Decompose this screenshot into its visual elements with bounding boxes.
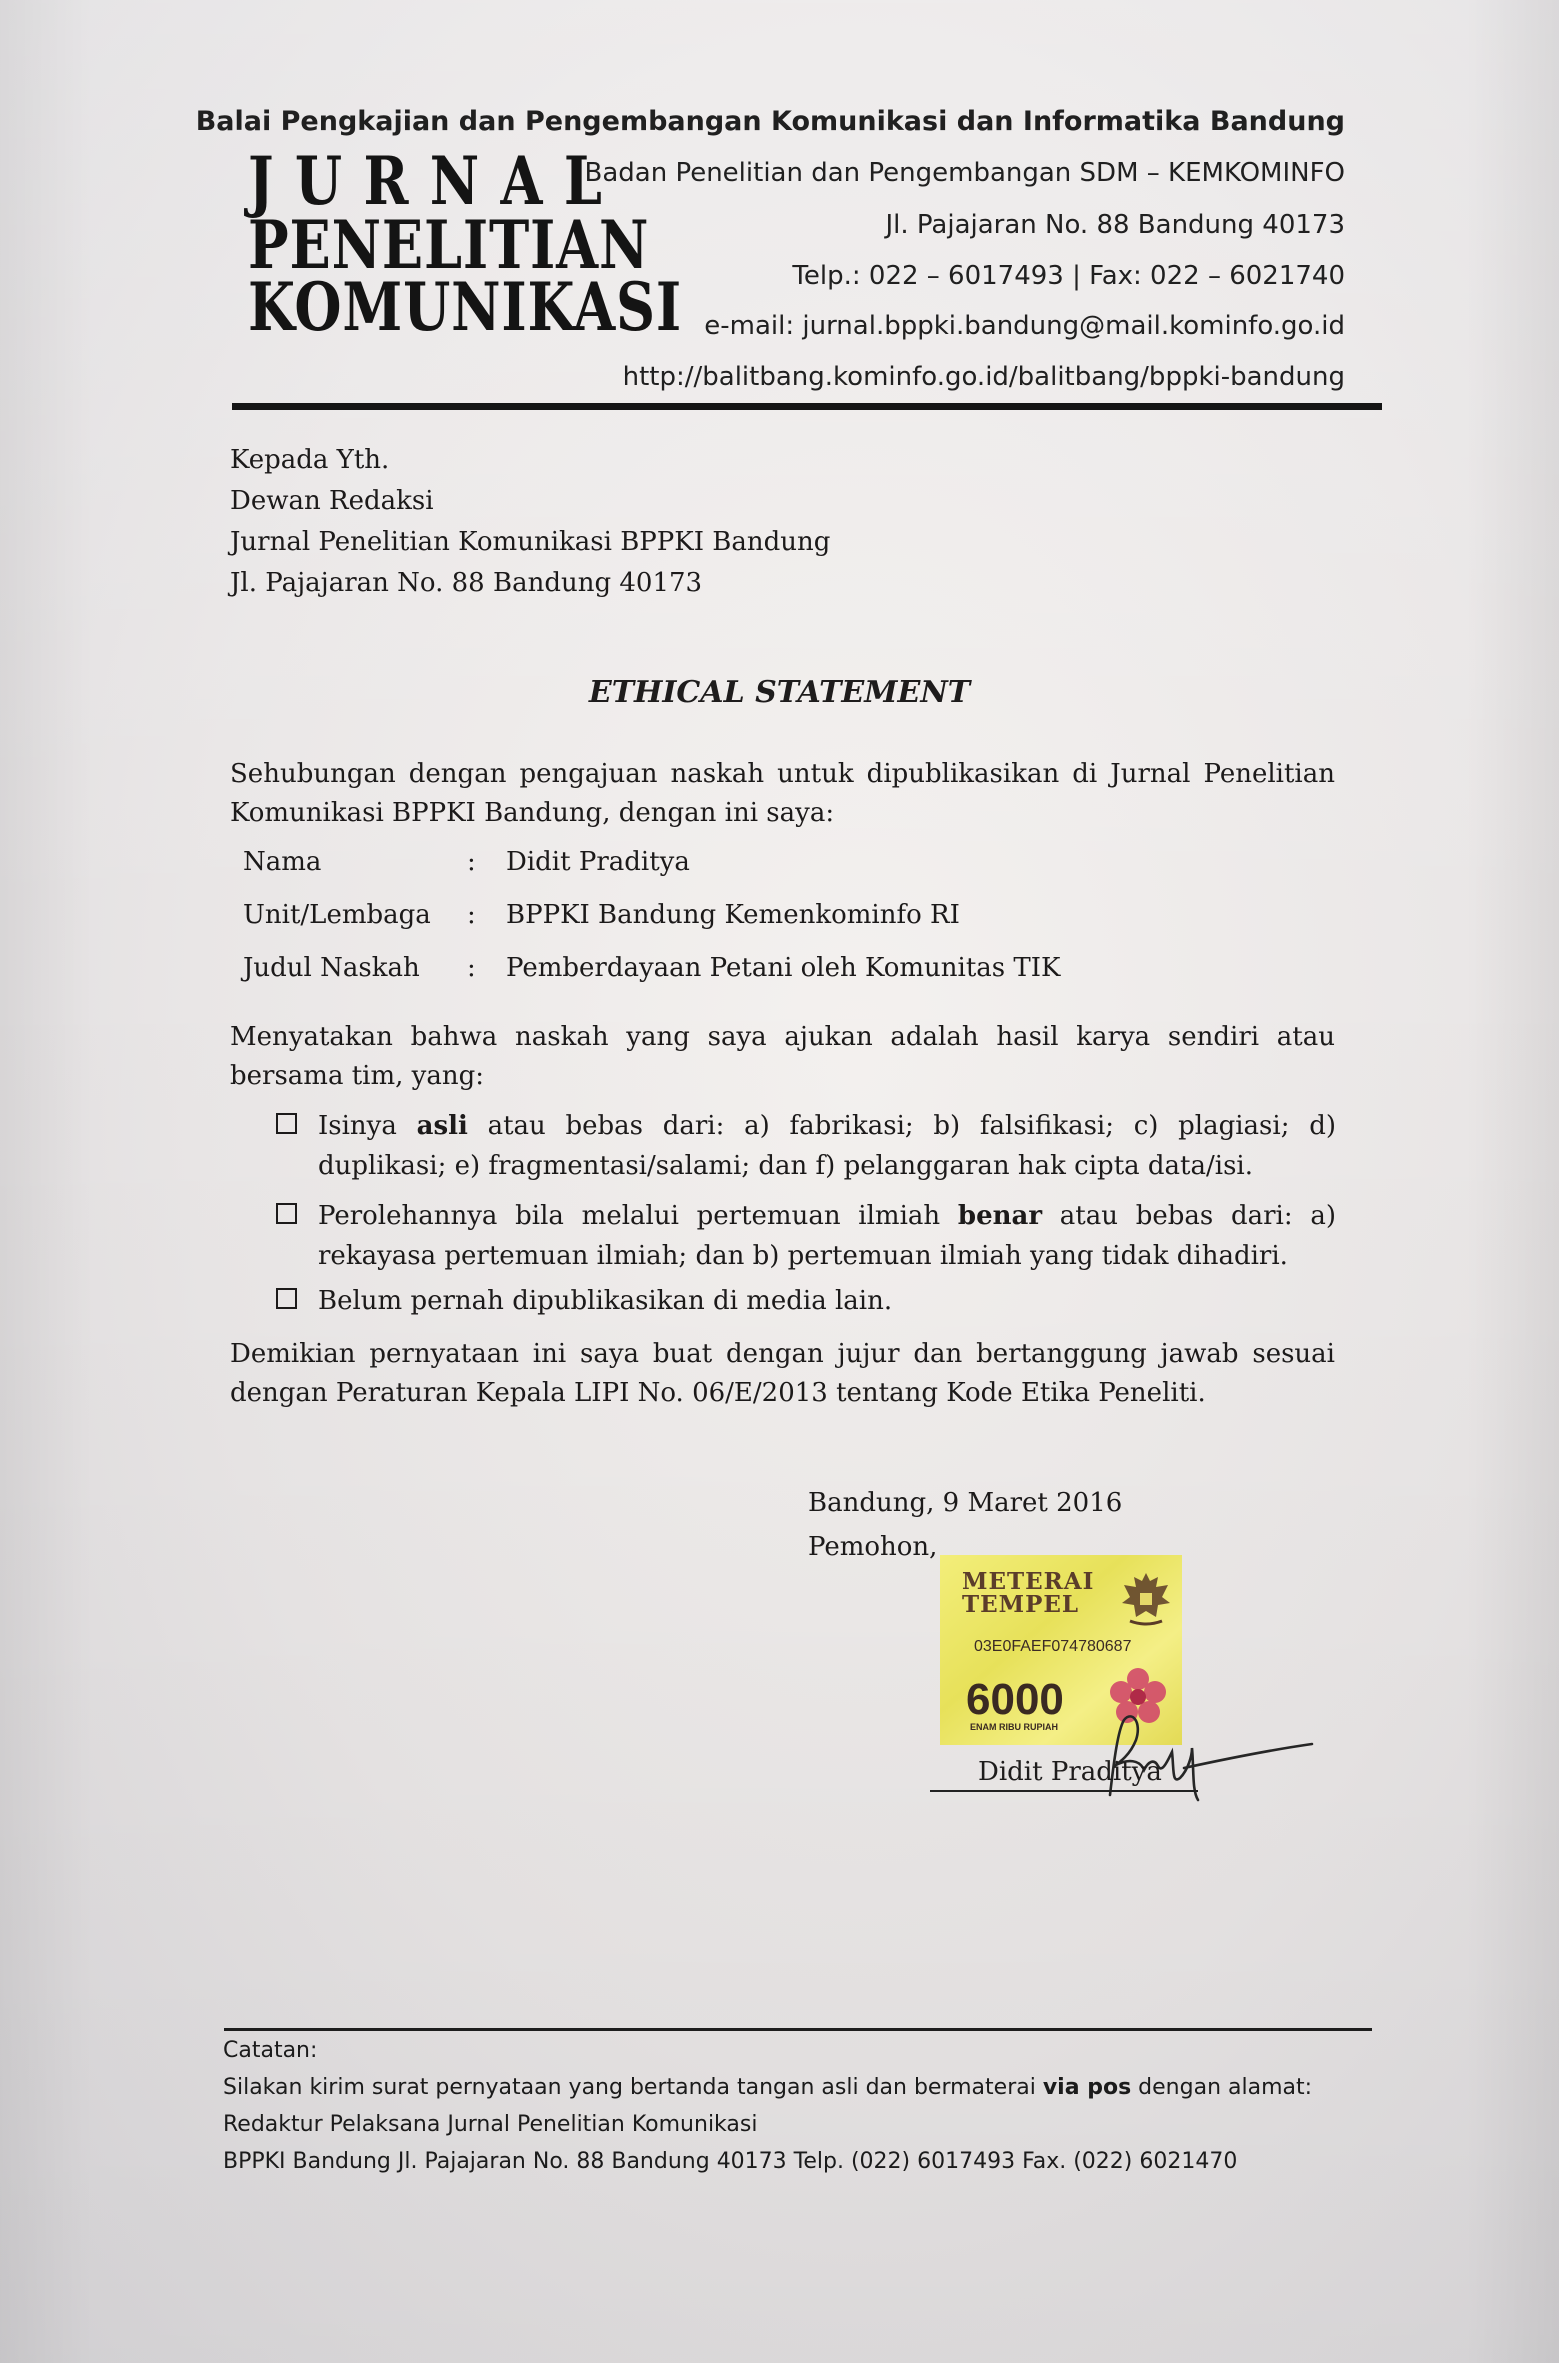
field-separator: :	[467, 900, 476, 930]
garuda-emblem-icon	[1120, 1567, 1172, 1629]
institution-name: Balai Pengkajian dan Pengembangan Komunikasi dan Informatika Bandung	[195, 106, 1345, 137]
journal-logo	[248, 142, 683, 346]
checkbox[interactable]	[276, 1113, 297, 1134]
header-divider	[232, 403, 1382, 410]
declaration-paragraph: Menyatakan bahwa naskah yang saya ajukan adalah hasil karya sendiri atau bersama tim, yang:	[230, 1022, 1335, 1091]
footer-line-2: Redaktur Pelaksana Jurnal Penelitian Komunikasi	[223, 2112, 758, 2137]
field-separator: :	[467, 953, 476, 983]
header-address: Jl. Pajajaran No. 88 Bandung 40173	[885, 210, 1345, 240]
closing-paragraph: Demikian pernyataan ini saya buat dengan jujur dan bertanggung jawab sesuai dengan Peraturan Kepala LIPI No. 06/E/2013 tentang Kode Etika Peneliti.	[230, 1339, 1335, 1408]
checkbox[interactable]	[276, 1288, 297, 1309]
logo-line-3: KOMUNIKASI	[248, 268, 683, 346]
field-separator: :	[467, 847, 476, 877]
footer-divider	[224, 2028, 1372, 2031]
field-label: Unit/Lembaga	[243, 900, 431, 930]
applicant-role: Pemohon,	[808, 1532, 938, 1562]
intro-paragraph: Sehubungan dengan pengajuan naskah untuk dipublikasikan di Jurnal Penelitian Komunikasi BPPKI Bandung, dengan ini saya:	[230, 759, 1335, 828]
checklist-text: Belum pernah dipublikasikan di media lain.	[318, 1286, 893, 1316]
field-value: Pemberdayaan Petani oleh Komunitas TIK	[506, 953, 1061, 983]
stamp-value: 6000	[966, 1675, 1064, 1724]
recipient-line-1: Dewan Redaksi	[230, 486, 434, 516]
stamp-serial: 03E0FAEF074780687	[974, 1638, 1132, 1655]
header-phone-fax: Telp.: 022 – 6017493 | Fax: 022 – 6021740	[792, 261, 1345, 291]
footer-note	[223, 2032, 1312, 2180]
recipient-line-3: Jl. Pajajaran No. 88 Bandung 40173	[230, 568, 703, 598]
place-date: Bandung, 9 Maret 2016	[808, 1488, 1123, 1518]
document-title: ETHICAL STATEMENT	[588, 675, 971, 710]
header-email: e-mail: jurnal.bppki.bandung@mail.kominfo.go.id	[704, 311, 1345, 341]
checklist-text: Isinya asli atau bebas dari: a) fabrikasi; b) falsifikasi; c) plagiasi; d) duplikasi; e) fragmentasi/salami; dan f) pelanggaran hak cipta data/isi.	[318, 1111, 1336, 1181]
handwritten-signature	[1080, 1700, 1320, 1810]
recipient-line-2: Jurnal Penelitian Komunikasi BPPKI Bandung	[230, 527, 831, 557]
field-label: Nama	[243, 847, 322, 877]
footer-label: Catatan:	[223, 2038, 318, 2063]
logo-line-1: JURNAL	[248, 142, 624, 220]
field-value: BPPKI Bandung Kemenkominfo RI	[506, 900, 960, 930]
footer-line-1: Silakan kirim surat pernyataan yang bertanda tangan asli dan bermaterai via pos dengan alamat:	[223, 2075, 1313, 2100]
signature-line	[930, 1790, 1198, 1792]
checkbox[interactable]	[276, 1203, 297, 1224]
recipient-address	[230, 440, 830, 604]
footer-line-3: BPPKI Bandung Jl. Pajajaran No. 88 Bandung 40173 Telp. (022) 6017493 Fax. (022) 6021470	[223, 2149, 1238, 2174]
field-label: Judul Naskah	[243, 953, 420, 983]
department-name: Badan Penelitian dan Pengembangan SDM – KEMKOMINFO	[584, 158, 1345, 188]
signer-name: Didit Praditya	[978, 1757, 1162, 1787]
recipient-salutation: Kepada Yth.	[230, 445, 390, 475]
logo-line-2: PENELITIAN	[248, 206, 650, 284]
field-value: Didit Praditya	[506, 847, 690, 877]
stamp-title: METERAI TEMPEL	[962, 1568, 1095, 1618]
header-website: http://balitbang.kominfo.go.id/balitbang/bppki-bandung	[622, 362, 1345, 392]
stamp-value-words: ENAM RIBU RUPIAH	[970, 1722, 1059, 1732]
checklist-text: Perolehannya bila melalui pertemuan ilmiah benar atau bebas dari: a) rekayasa pertemuan ilmiah; dan b) pertemuan ilmiah yang tidak dihadiri.	[318, 1201, 1336, 1271]
